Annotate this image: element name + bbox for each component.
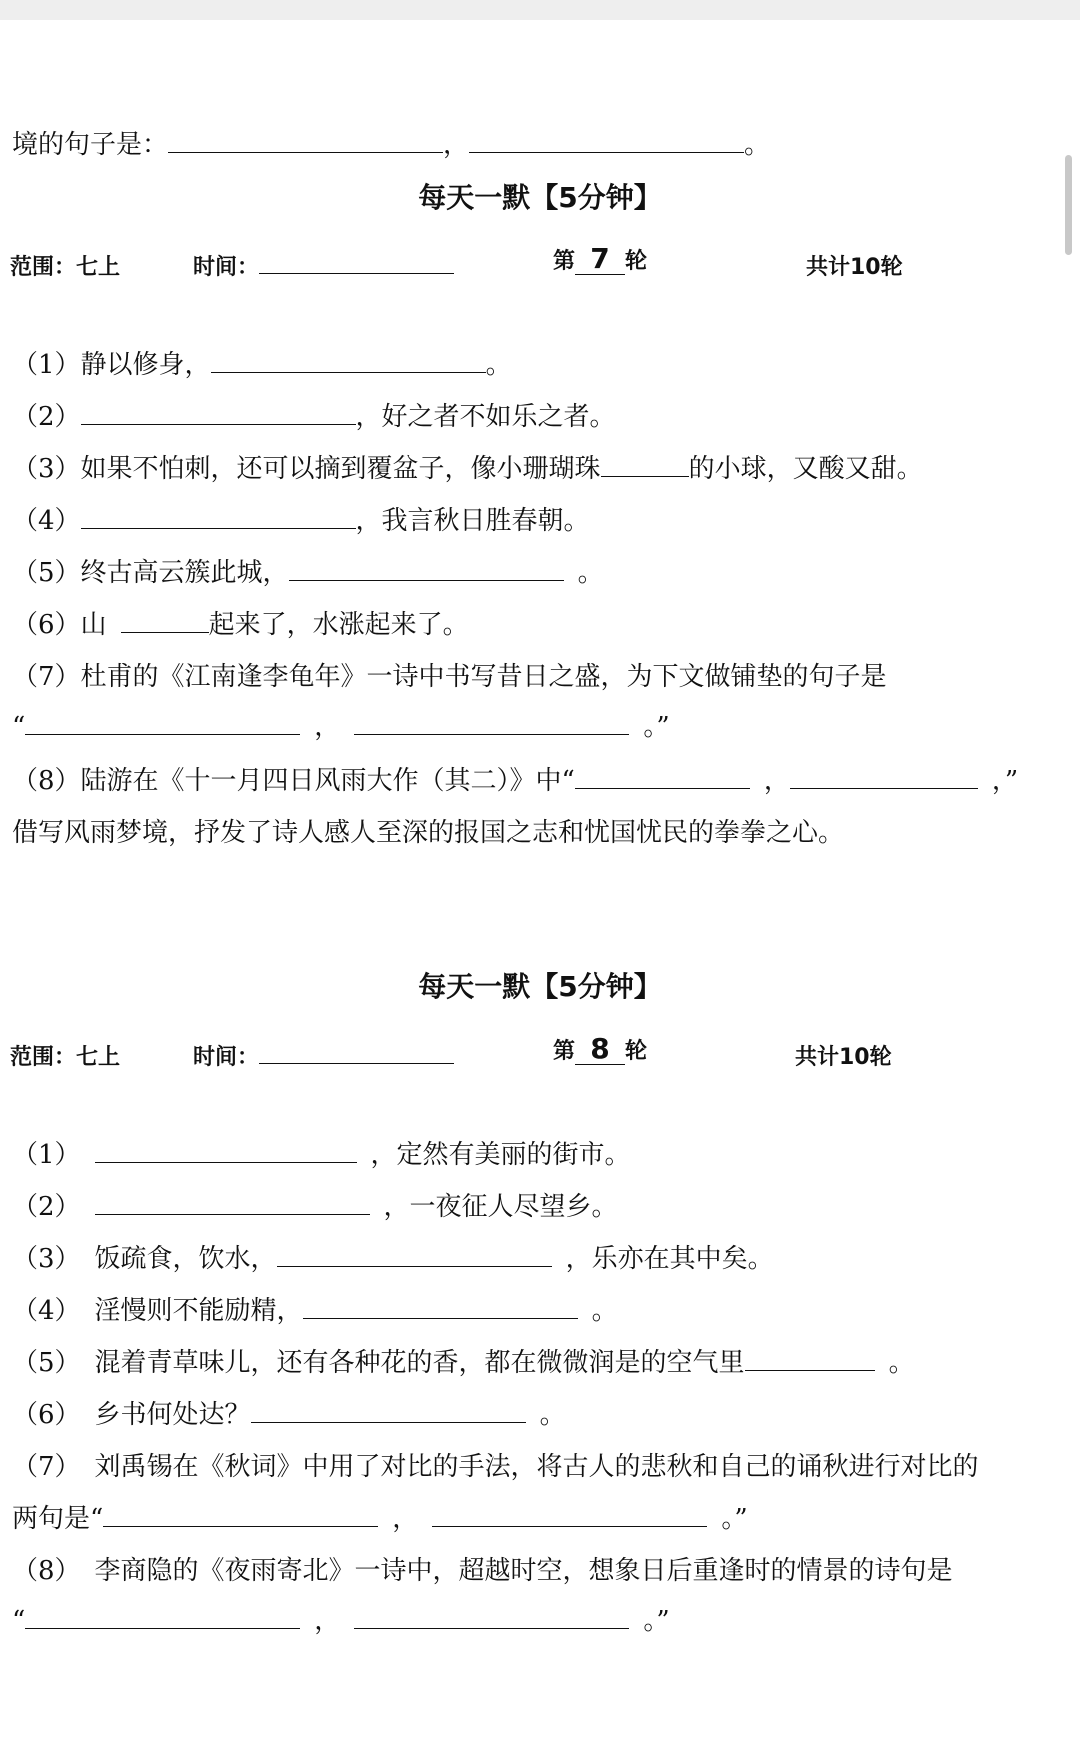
top-line — [12, 127, 770, 163]
blank[interactable] — [168, 130, 443, 153]
question-2 — [12, 1189, 618, 1225]
question-text: ，乐亦在其中矣。 — [565, 1244, 774, 1274]
time-field — [193, 1040, 454, 1071]
question-number: （7） — [12, 1452, 81, 1482]
round-suffix: 轮 — [625, 1039, 648, 1064]
punct: ， — [314, 1606, 341, 1636]
question-number: （3） — [12, 1244, 81, 1274]
punct: ， — [392, 1504, 419, 1534]
question-8 — [12, 763, 1018, 799]
round-indicator — [553, 1034, 647, 1065]
question-number: （8） — [12, 1556, 81, 1586]
question-text: ，我言秋日胜春朝。 — [355, 506, 590, 536]
question-text: 静以修身， — [80, 350, 211, 380]
question-text: 终古高云簇此城， — [80, 558, 289, 588]
question-8 — [12, 1553, 953, 1589]
question-text: 乡书何处达？ — [94, 1400, 251, 1430]
question-number: （3） — [12, 454, 81, 484]
answer-blank[interactable] — [81, 402, 356, 425]
question-text: 饭疏食，饮水， — [94, 1244, 277, 1274]
question-number: （6） — [12, 610, 81, 640]
answer-blank[interactable] — [95, 1140, 357, 1163]
blank[interactable] — [469, 130, 744, 153]
question-text: 。 — [485, 350, 512, 380]
question-number: （7） — [12, 662, 81, 692]
question-number: （4） — [12, 1296, 81, 1326]
answer-blank[interactable] — [354, 712, 629, 735]
answer-blank[interactable] — [81, 506, 356, 529]
question-4 — [12, 1293, 618, 1329]
punct: ， — [314, 712, 341, 742]
round-prefix: 第 — [553, 249, 576, 274]
question-text: 杜甫的《江南逢李龟年》一诗中书写昔日之盛，为下文做铺垫的句子是 — [80, 662, 887, 692]
question-text: 。 — [591, 1296, 618, 1326]
punct: 。” — [643, 712, 670, 742]
time-blank[interactable] — [259, 251, 454, 274]
question-text: 山 — [80, 610, 107, 640]
answer-blank[interactable] — [121, 610, 209, 633]
question-2 — [12, 399, 616, 435]
round-prefix: 第 — [553, 1039, 576, 1064]
total-rounds: 共计10轮 — [795, 1045, 892, 1070]
time-field — [193, 250, 454, 281]
answer-blank[interactable] — [251, 1400, 526, 1423]
question-1 — [12, 1137, 631, 1173]
section-title: 每天一默【5分钟】 — [418, 181, 662, 214]
question-text: 起来了，水涨起来了。 — [208, 610, 469, 640]
question-number: （8） — [12, 766, 81, 796]
question-text: ，好之者不如乐之者。 — [355, 402, 616, 432]
question-3 — [12, 1241, 774, 1277]
question-7 — [12, 1449, 979, 1485]
question-5 — [12, 1345, 915, 1381]
question-text: 混着青草味儿，还有各种花的香，都在微微润是的空气里 — [94, 1348, 745, 1378]
question-number: （2） — [12, 402, 81, 432]
total-rounds: 共计10轮 — [806, 255, 903, 280]
range-label: 范围：七上 — [10, 255, 121, 280]
question-text: 两句是“ — [12, 1504, 104, 1534]
round-number: 7 — [575, 244, 625, 275]
answer-blank[interactable] — [25, 712, 300, 735]
question-number: （4） — [12, 506, 81, 536]
top-line-text: 境的句子是： — [12, 130, 169, 160]
question-7-answer — [12, 1501, 748, 1537]
question-text: 的小球，又酸又甜。 — [688, 454, 923, 484]
punct: ， — [763, 766, 790, 796]
round-number: 8 — [575, 1034, 625, 1065]
answer-blank[interactable] — [432, 1504, 707, 1527]
punct: 。” — [643, 1606, 670, 1636]
question-7 — [12, 659, 887, 695]
question-7-answer — [12, 709, 670, 745]
answer-blank[interactable] — [354, 1606, 629, 1629]
question-number: （1） — [12, 1140, 81, 1170]
question-number: （1） — [12, 350, 81, 380]
punct: “ — [12, 1606, 26, 1636]
answer-blank[interactable] — [601, 454, 689, 477]
time-label: 时间： — [193, 255, 260, 280]
answer-blank[interactable] — [103, 1504, 378, 1527]
question-text: 淫慢则不能励精， — [94, 1296, 303, 1326]
question-text: 。 — [539, 1400, 566, 1430]
answer-blank[interactable] — [95, 1192, 370, 1215]
question-number: （5） — [12, 558, 81, 588]
question-text: 陆游在《十一月四日风雨大作（其二）》中“ — [80, 766, 575, 796]
answer-blank[interactable] — [790, 766, 978, 789]
punct: “ — [12, 712, 26, 742]
section-title: 每天一默【5分钟】 — [418, 970, 662, 1003]
punct: 。 — [744, 130, 771, 160]
question-5 — [12, 555, 604, 591]
time-label: 时间： — [193, 1045, 260, 1070]
question-text: 。 — [888, 1348, 915, 1378]
question-number: （2） — [12, 1192, 81, 1222]
question-8-answer — [12, 1603, 670, 1639]
round-indicator — [553, 244, 647, 275]
question-text: ，定然有美丽的街市。 — [370, 1140, 631, 1170]
question-text: 。 — [577, 558, 604, 588]
punct: ， — [443, 130, 470, 160]
question-8-cont: 借写风雨梦境，抒发了诗人感人至深的报国之志和忧国忧民的拳拳之心。 — [12, 818, 845, 848]
round-suffix: 轮 — [625, 249, 648, 274]
question-6 — [12, 1397, 566, 1433]
answer-blank[interactable] — [211, 350, 486, 373]
answer-blank[interactable] — [289, 558, 564, 581]
top-bar — [0, 0, 1080, 20]
question-number: （6） — [12, 1400, 81, 1430]
answer-blank[interactable] — [575, 766, 750, 789]
punct: 。” — [721, 1504, 748, 1534]
answer-blank[interactable] — [25, 1606, 300, 1629]
question-text: 刘禹锡在《秋词》中用了对比的手法，将古人的悲秋和自己的诵秋进行对比的 — [94, 1452, 979, 1482]
range-label: 范围：七上 — [10, 1045, 121, 1070]
question-3 — [12, 451, 923, 487]
answer-blank[interactable] — [745, 1348, 875, 1371]
question-6 — [12, 607, 469, 643]
question-text: ，一夜征人尽望乡。 — [383, 1192, 618, 1222]
question-text: 李商隐的《夜雨寄北》一诗中，超越时空，想象日后重逢时的情景的诗句是 — [94, 1556, 953, 1586]
time-blank[interactable] — [259, 1041, 454, 1064]
question-number: （5） — [12, 1348, 81, 1378]
answer-blank[interactable] — [277, 1244, 552, 1267]
question-1 — [12, 347, 512, 383]
question-4 — [12, 503, 590, 539]
question-text: 如果不怕刺，还可以摘到覆盆子，像小珊瑚珠 — [80, 454, 601, 484]
punct: ，” — [991, 766, 1019, 796]
answer-blank[interactable] — [303, 1296, 578, 1319]
